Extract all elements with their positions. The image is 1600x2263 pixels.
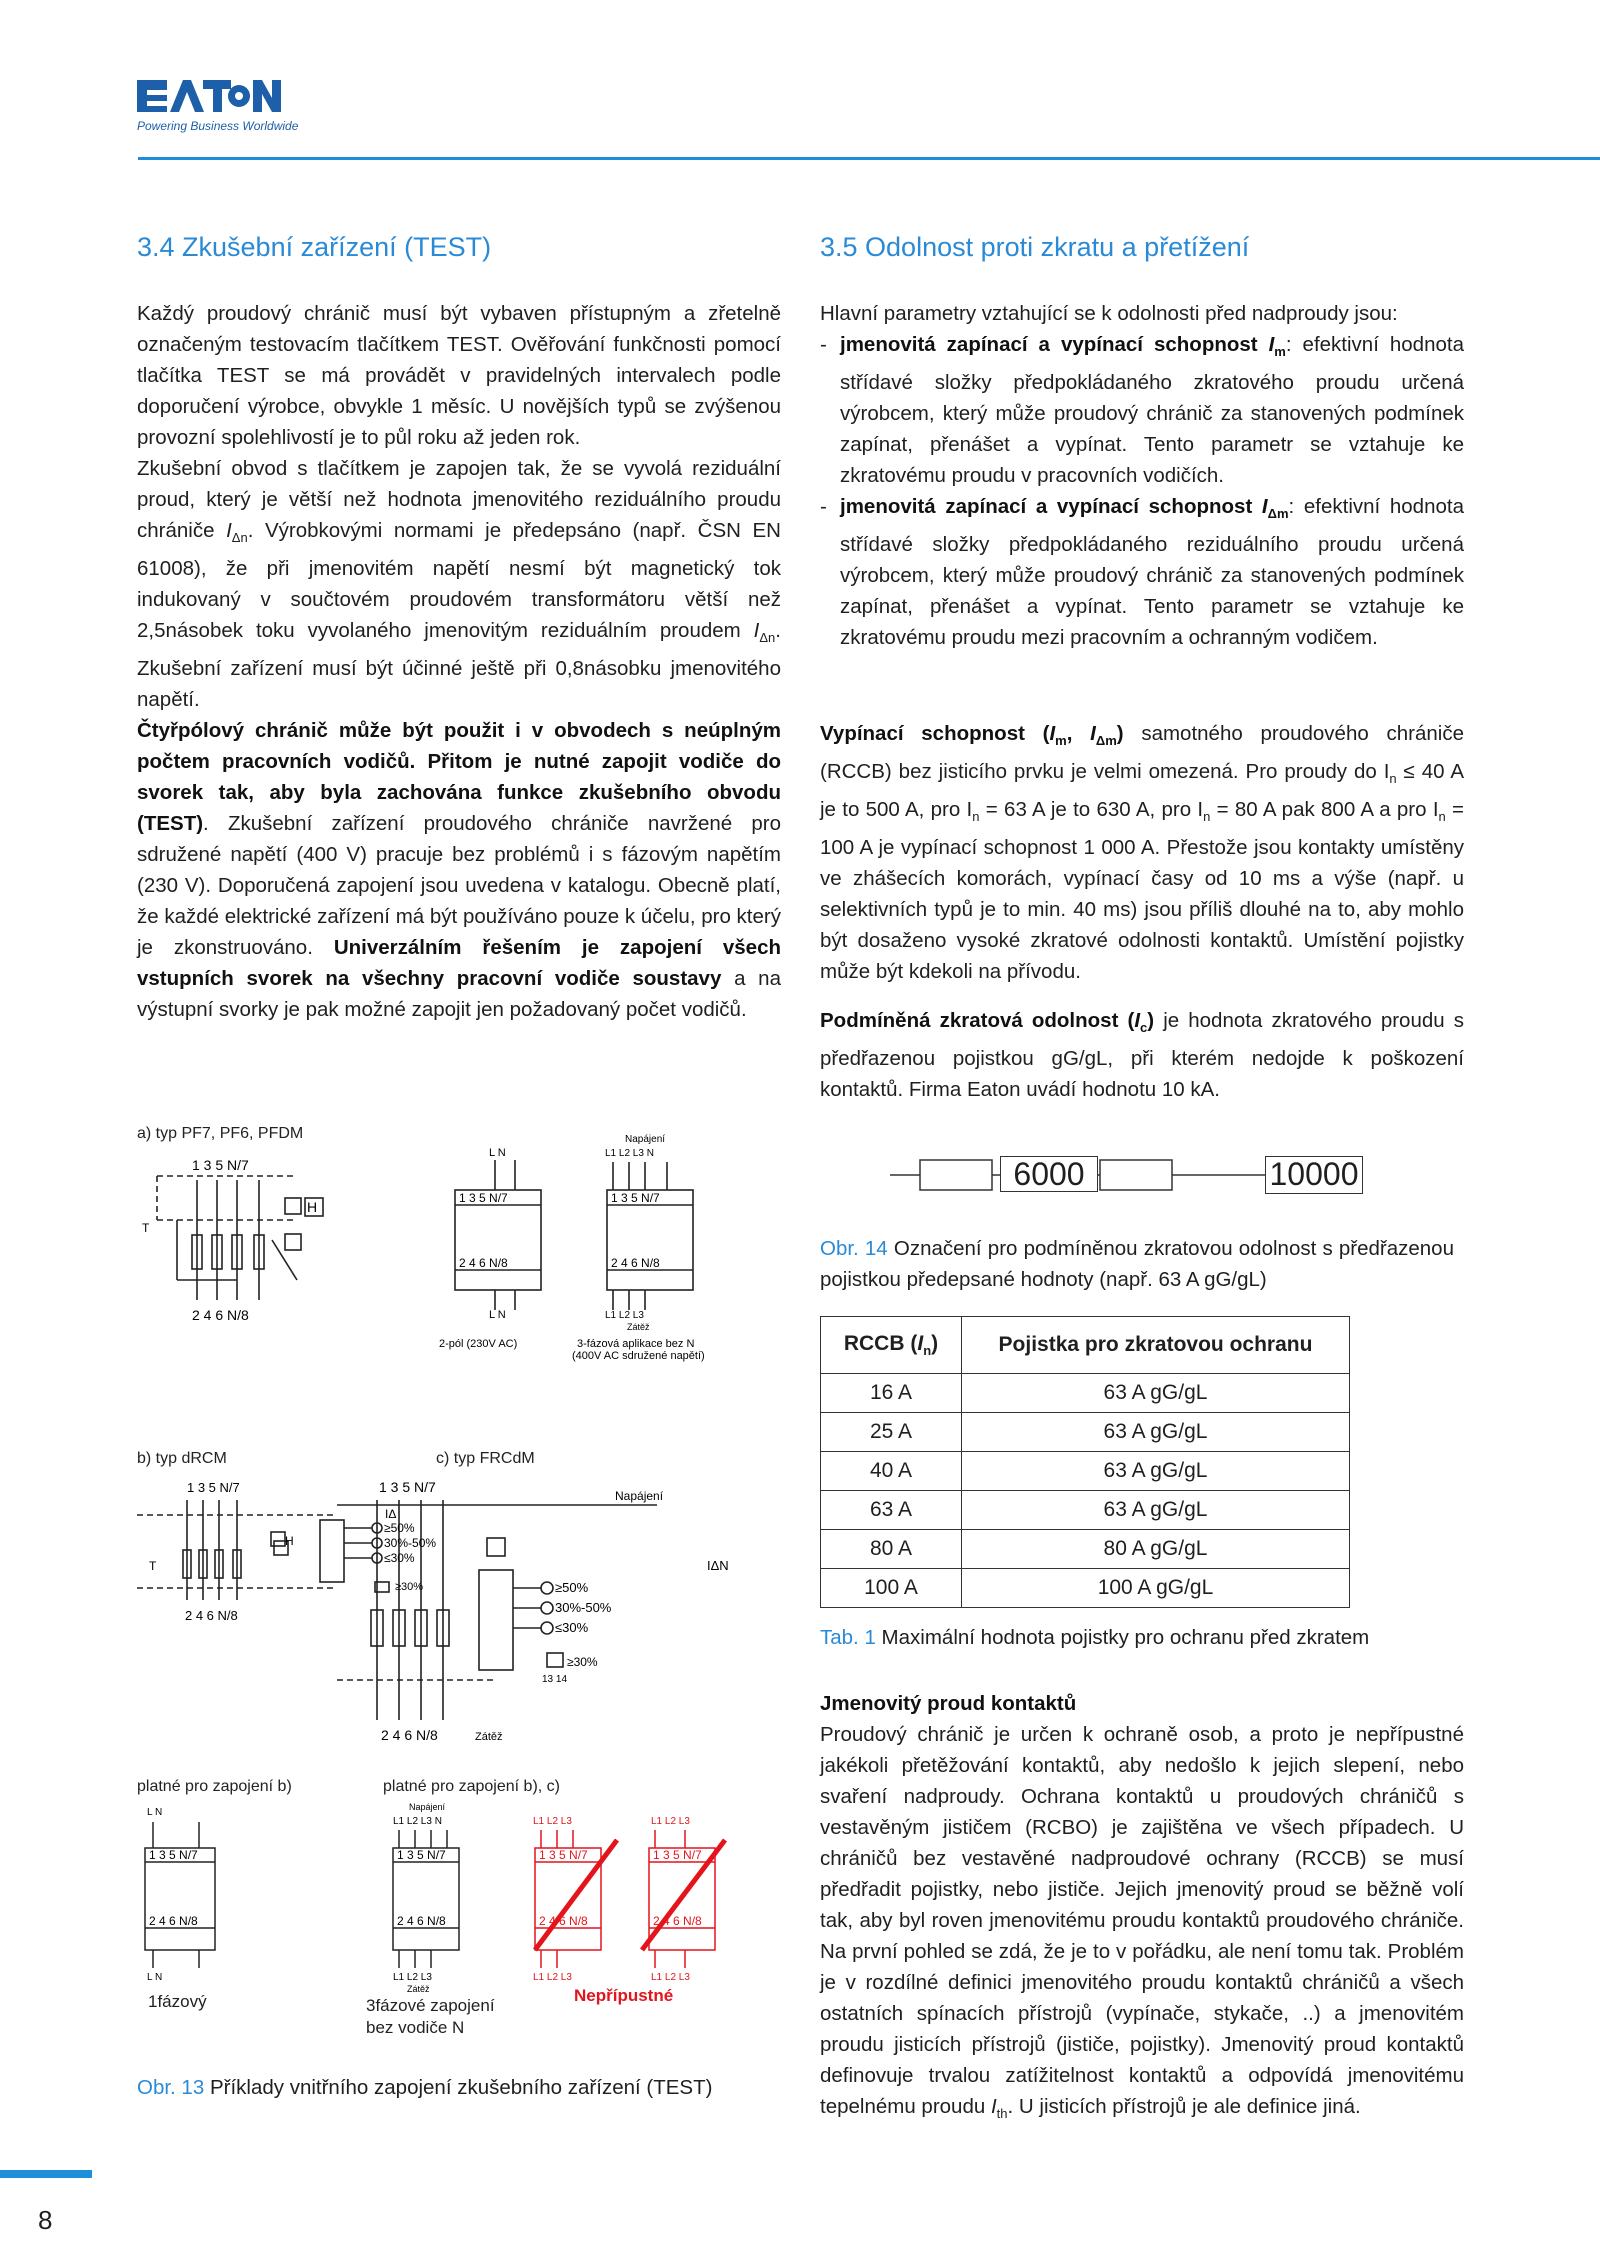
table-row: 80 A 80 A gG/gL: [821, 1530, 1350, 1569]
svg-text:Napájení: Napájení: [615, 1489, 664, 1503]
svg-text:≥30%: ≥30%: [395, 1581, 424, 1593]
svg-text:≤30%: ≤30%: [555, 1620, 589, 1635]
label-valid-b: platné pro zapojení b): [137, 1778, 292, 1795]
svg-text:≥50%: ≥50%: [384, 1521, 415, 1535]
intro: Hlavní parametry vztahující se k odolnosti před nadproudy jsou:: [820, 302, 1398, 325]
page-number: 8: [38, 2205, 53, 2235]
eaton-logo: [137, 76, 281, 116]
svg-text:L1 L2 L3: L1 L2 L3: [533, 1816, 572, 1827]
svg-text:2 4 6 N/8: 2 4 6 N/8: [397, 1914, 446, 1928]
svg-text:L N: L N: [147, 1807, 163, 1818]
svg-text:3-fázová aplikace bez N: 3-fázová aplikace bez N: [577, 1338, 695, 1350]
svg-text:L N: L N: [489, 1309, 506, 1321]
svg-text:Napájení: Napájení: [409, 1802, 446, 1812]
fig13-caption: Obr. 13 Příklady vnitřního zapojení zkušebního zařízení (TEST): [137, 2076, 713, 2099]
table-row: 100 A 100 A gG/gL: [821, 1569, 1350, 1608]
svg-text:L1 L2 L3: L1 L2 L3: [533, 1972, 572, 1983]
svg-text:L N: L N: [489, 1147, 506, 1159]
label-single-phase: 1fázový: [148, 1992, 207, 2011]
svg-text:H: H: [307, 1199, 318, 1215]
svg-text:2 4 6 N/8: 2 4 6 N/8: [611, 1256, 660, 1270]
fig13-label-b: b) typ dRCM: [137, 1450, 227, 1467]
col-fuse: Pojistka pro zkratovou ochranu: [962, 1317, 1350, 1374]
svg-text:30%-50%: 30%-50%: [384, 1536, 437, 1550]
fuse-value-10000: 10000: [1265, 1156, 1363, 1194]
svg-text:1 3 5 N/7: 1 3 5 N/7: [192, 1157, 249, 1173]
svg-text:1 3 5 N/7: 1 3 5 N/7: [611, 1191, 660, 1205]
label-three-phase-2: bez vodiče N: [366, 2018, 465, 2037]
rccb-fuse-table: [820, 1316, 1350, 1608]
table-row: 40 A 63 A gG/gL: [821, 1452, 1350, 1491]
svg-text:L1 L2 L3: L1 L2 L3: [605, 1310, 644, 1321]
svg-text:30%-50%: 30%-50%: [555, 1600, 612, 1615]
fig14-caption: Obr. 14 Označení pro podmíněnou zkratovou odolnost s předřazenou pojistkou předepsané hodnoty (např. 63 A gG/gL): [820, 1237, 1454, 1291]
table-row: 16 A 63 A gG/gL: [821, 1374, 1350, 1413]
list-item-idm: - jmenovitá zapínací a vypínací schopnost $I_{\Delta m}$: efektivní hodnota střídavé složky předpokládaného reziduálního proudu určená výrobcem, který může proudový chránič za stanovených podmínek zapínat, přenášet a vypínat. Tento parametr se vztahuje ke zkratovému proudu mezi pracovním a ochranným vodičem.: [820, 491, 1464, 653]
tab1-caption: Tab. 1 Maximální hodnota pojistky pro ochranu před zkratem: [820, 1626, 1370, 1649]
svg-text:1 3 5 N/7: 1 3 5 N/7: [149, 1848, 198, 1862]
svg-text:IΔN: IΔN: [707, 1558, 729, 1573]
svg-text:1 3 5 N/7: 1 3 5 N/7: [653, 1848, 702, 1862]
svg-text:13 14: 13 14: [542, 1674, 568, 1685]
tagline: Powering Business Worldwide: [137, 119, 299, 133]
svg-text:Napájení: Napájení: [625, 1134, 666, 1145]
table-row: 63 A 63 A gG/gL: [821, 1491, 1350, 1530]
svg-text:(400V AC sdružené napětí): (400V AC sdružené napětí): [572, 1350, 705, 1362]
label-three-phase: 3fázové zapojení: [366, 1996, 495, 2015]
svg-text:2 4 6 N/8: 2 4 6 N/8: [381, 1727, 438, 1743]
svg-text:L1 L2 L3 N: L1 L2 L3 N: [605, 1148, 654, 1159]
svg-text:1 3 5 N/7: 1 3 5 N/7: [459, 1191, 508, 1205]
svg-text:Zátěž: Zátěž: [475, 1731, 503, 1743]
paragraph-test-circuit: Zkušební obvod s tlačítkem je zapojen tak, že se vyvolá reziduální proud, který je větší než hodnota jmenovitého reziduálního proudu chrániče $I_{\Delta n}$. Výrobkovými normami je předepsáno (např. ČSN EN 61008), že při jmenovitém napětí nesmí být magnetický tok indukovaný v součtovém proudovém transformátoru větší než 2,5násobek toku vyvolaného jmenovitým reziduálním proudem $I_{\Delta n}$. Zkušební zařízení musí být účinné ještě při 0,8násobku jmenovitého napětí.: [137, 457, 781, 712]
svg-text:≥30%: ≥30%: [567, 1655, 598, 1669]
svg-text:L1 L2 L3: L1 L2 L3: [651, 1972, 690, 1983]
svg-text:T: T: [149, 1559, 157, 1573]
sub-heading: Jmenovitý proud kontaktů: [820, 1692, 1077, 1715]
svg-text:2 4 6 N/8: 2 4 6 N/8: [653, 1914, 702, 1928]
svg-text:L1 L2 L3: L1 L2 L3: [651, 1816, 690, 1827]
table-header-row: [821, 1317, 1350, 1374]
svg-text:2 4 6 N/8: 2 4 6 N/8: [539, 1914, 588, 1928]
fuse-value-6000: 6000: [1000, 1156, 1098, 1192]
heading-3-5: 3.5 Odolnost proti zkratu a přetížení: [820, 232, 1250, 262]
svg-text:2-pól (230V AC): 2-pól (230V AC): [439, 1338, 518, 1350]
svg-text:1 3 5 N/7: 1 3 5 N/7: [397, 1848, 446, 1862]
svg-text:2 4 6 N/8: 2 4 6 N/8: [459, 1256, 508, 1270]
paragraph-test-button: Každý proudový chránič musí být vybaven přístupným a zřetelně označeným testovacím tlačítkem TEST. Ověřování funkčnosti pomocí tlačítka TEST se má provádět v pravidelných intervalech podle doporučení výrobce, obvykle 1 měsíc. U novějších typů se zvýšenou provozní spolehlivostí je to půl roku až jeden rok.: [137, 302, 781, 449]
svg-text:2 4 6 N/8: 2 4 6 N/8: [185, 1608, 238, 1623]
svg-text:Zátěž: Zátěž: [407, 1984, 430, 1994]
svg-text:Zátěž: Zátěž: [627, 1322, 650, 1332]
list-item-im: - jmenovitá zapínací a vypínací schopnost $I_m$: efektivní hodnota střídavé složky předpokládaného zkratového proudu určená výrobcem, který může proudový chránič za stanovených podmínek zapínat, přenášet a vypínat. Tento parametr se vztahuje ke zkratovému proudu v pracovních vodičích.: [820, 329, 1464, 491]
left-text: [137, 298, 781, 1025]
svg-text:1 3 5 N/7: 1 3 5 N/7: [539, 1848, 588, 1862]
header-rule: [138, 157, 1600, 160]
svg-text:L1 L2 L3: L1 L2 L3: [393, 1972, 432, 1983]
svg-text:L1 L2 L3 N: L1 L2 L3 N: [393, 1816, 442, 1827]
label-valid-bc: platné pro zapojení b), c): [383, 1778, 560, 1795]
svg-text:H: H: [285, 1534, 294, 1548]
svg-text:IΔ: IΔ: [385, 1507, 397, 1521]
fig13-label-a: a) typ PF7, PF6, PFDM: [137, 1125, 304, 1142]
right-text-contacts: Jmenovitý proud kontaktů Proudový chránič je určen k ochraně osob, a proto je nepřípustné jakékoli přetěžování kontaktů, aby nedošlo k jejich slepení, nebo svaření nadproudy. Ochrana kontaktů u proudových chráničů s vestavěným jističem (RCBO) je zajištěna ve všech případech. U chráničů bez vestavěné nadproudové ochrany (RCCB) se musí předřadit pojistky, nebo jističe. Jejich jmenovitý proud se běžně volí tak, aby byl roven jmenovitému proudu kontaktů proudového chrániče. Na první pohled se zdá, že je to v pořádku, ale není tomu tak. Problém je v rozdílné definici jmenovitého proudu kontaktů chráničů a všech ostatních spínacích přístrojů (vypínače, stykače, ..) a jmenovitém proudu jisticích přístrojů (jističe, pojistky). Jmenovitý proud kontaktů definovuje trvalou zatížitelnost kontaktů a odpovídá jmenovitému tepelnému proudu $I_{th}$. U jisticích přístrojů je ale definice jiná.: [820, 1692, 1464, 2122]
table-row: 25 A 63 A gG/gL: [821, 1413, 1350, 1452]
paragraph-conditional: Podmíněná zkratová odolnost $(I_c)$ je hodnota zkratového proudu s předřazenou pojistkou gG/gL, při kterém nedojde k poškození kontaktů. Firma Eaton uvádí hodnotu 10 kA.: [820, 1009, 1464, 1102]
paragraph-four-pole: Čtyřpólový chránič může být použit i v obvodech s neúplným počtem pracovních vodičů. Přitom je nutné zapojit vodiče do svorek tak, aby byla zachována funkce zkušebního obvodu (TEST). Zkušební zařízení proudového chrániče navržené pro sdružené napětí (400 V) pracuje bez problémů i s fázovým napětím (230 V). Doporučená zapojení jsou uvedena v katalogu. Obecně platí, že každé elektrické zařízení má být používáno pouze k účelu, pro který je zkonstruováno. Univerzálním řešením je zapojení všech vstupních svorek na všechny pracovní vodiče soustavy a na výstupní svorky je pak možné zapojit jen požadovaný počet vodičů.: [137, 719, 781, 1022]
col-rccb: RCCB $(I_n)$: [821, 1317, 962, 1374]
fig13a-diagram: [137, 1134, 757, 1440]
page-bar: [0, 2170, 92, 2178]
right-text-1: [820, 298, 1464, 653]
fig13-label-c: c) typ FRCdM: [436, 1450, 535, 1467]
svg-text:L N: L N: [147, 1972, 163, 1983]
svg-text:≤30%: ≤30%: [384, 1551, 415, 1565]
svg-text:1 3 5 N/7: 1 3 5 N/7: [379, 1479, 436, 1495]
label-not-allowed: Nepřípustné: [574, 1986, 674, 2005]
svg-text:T: T: [142, 1221, 150, 1235]
paragraph-breaking-capacity: Vypínací schopnost ($I_m$, $I_{\Delta m}$) samotného proudového chrániče (RCCB) bez jisticího prvku je velmi omezená. Pro proudy do $I_n \le 40$ A je to 500 A, pro $I_n = 63$ A je to 630 A, pro $I_n = 80$ A pak 800 A a pro $I_n = 100$ A je vypínací schopnost 1 000 A. Přestože jsou kontakty umístěny ve zhášecích komorách, vypínací časy od 10 ms a výše (např. u selektivních typů je to min. 40 ms) jsou příliš dlouhé na to, aby mohlo být dosaženo vysoké zkratové odolnosti kontaktů. Umístění pojistky může být kdekoli na přívodu.: [820, 722, 1465, 984]
svg-text:2 4 6 N/8: 2 4 6 N/8: [149, 1914, 198, 1928]
svg-text:≥50%: ≥50%: [555, 1580, 589, 1595]
svg-text:2 4 6 N/8: 2 4 6 N/8: [192, 1307, 249, 1323]
heading-3-4: 3.4 Zkušební zařízení (TEST): [137, 232, 492, 262]
fig13bc-diagram: [137, 1470, 797, 1760]
svg-text:1 3 5 N/7: 1 3 5 N/7: [187, 1480, 240, 1495]
